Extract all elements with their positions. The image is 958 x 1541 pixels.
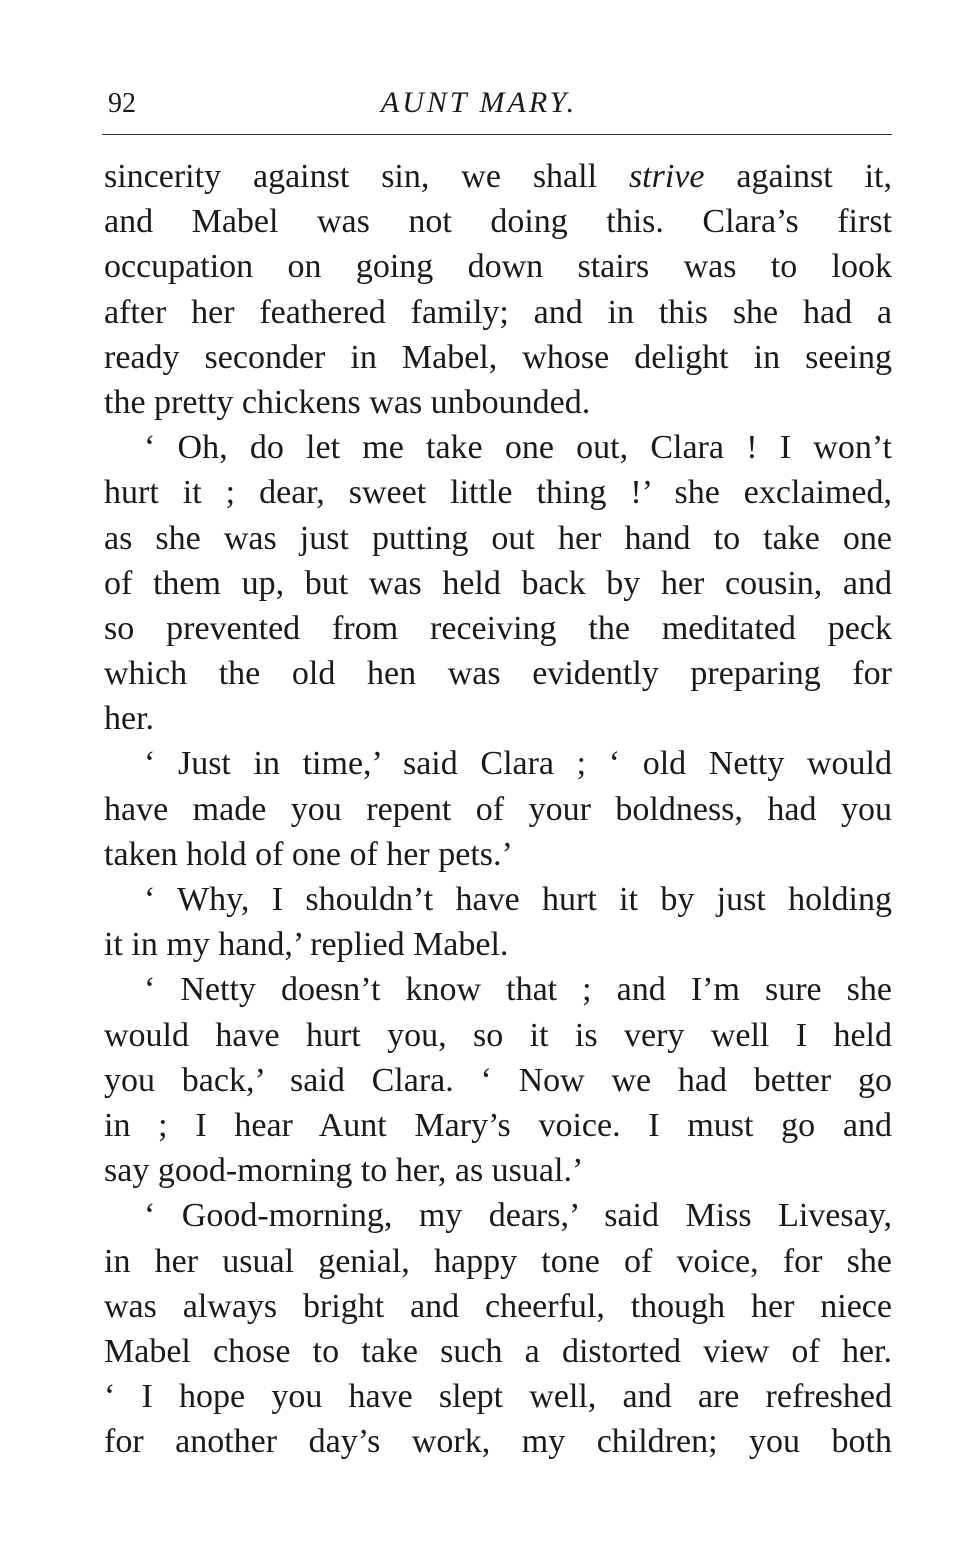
text-line: say good-morning to her, as usual.’ (104, 1152, 584, 1190)
text-line: have made you repent of your boldness, had you (104, 790, 892, 828)
text-line: ‘ Netty doesn’t know that ; and I’m sure she (144, 971, 892, 1009)
text-line: you back,’ said Clara. ‘ Now we had better go (104, 1061, 892, 1099)
running-title: AUNT MARY. (380, 86, 578, 119)
text-line: would have hurt you, so it is very well I held (104, 1016, 892, 1054)
text-line: her. (104, 700, 155, 738)
text-line: was always bright and cheerful, though her niece (104, 1287, 892, 1325)
text-line: of them up, but was held back by her cousin, and (104, 564, 892, 602)
text-line: ‘ Oh, do let me take one out, Clara ! I won’t (144, 429, 892, 467)
text-line: and Mabel was not doing this. Clara’s first (104, 203, 892, 241)
text-line: sincerity against sin, we shall strive against it, (104, 158, 892, 195)
emphasis: strive (628, 158, 705, 195)
text-line: occupation on going down stairs was to look (104, 248, 892, 286)
text-line: ‘ Just in time,’ said Clara ; ‘ old Netty would (144, 745, 892, 783)
text-line: after her feathered family; and in this she had a (104, 293, 892, 331)
text-line: so prevented from receiving the meditated peck (104, 609, 892, 647)
text-line: for another day’s work, my children; you both (104, 1423, 892, 1461)
body-text (104, 154, 892, 1464)
page-number: 92 (108, 88, 136, 119)
text-line: in her usual genial, happy tone of voice, for she (104, 1242, 892, 1280)
text-line: as she was just putting out her hand to take one (104, 519, 892, 557)
text-line: ready seconder in Mabel, whose delight in seeing (104, 338, 892, 376)
text-line: it in my hand,’ replied Mabel. (104, 926, 509, 964)
text-line: Mabel chose to take such a distorted view of her. (104, 1332, 892, 1370)
text-line: ‘ I hope you have slept well, and are refreshed (104, 1378, 892, 1416)
text-line: in ; I hear Aunt Mary’s voice. I must go and (104, 1106, 892, 1144)
text-line: which the old hen was evidently preparing for (104, 655, 892, 693)
text-line: ‘ Why, I shouldn’t have hurt it by just holding (144, 881, 892, 918)
text-line: ‘ Good-morning, my dears,’ said Miss Livesay, (144, 1197, 892, 1235)
header-rule (102, 134, 892, 135)
text-line: hurt it ; dear, sweet little thing !’ she exclaimed, (104, 474, 892, 512)
text-line: taken hold of one of her pets.’ (104, 835, 513, 873)
text-line: the pretty chickens was unbounded. (104, 383, 591, 421)
